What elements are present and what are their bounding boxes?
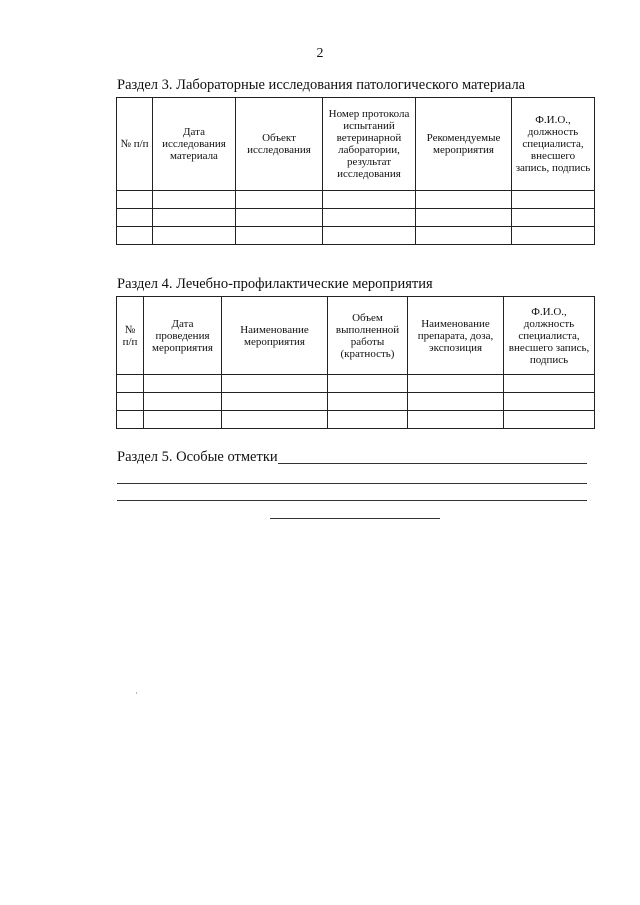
table-cell[interactable] [144,393,222,411]
column-header-recommended: Рекомендуемые мероприятия [416,98,512,191]
table-cell[interactable] [144,375,222,393]
table-cell[interactable] [416,209,512,227]
section3-title: Раздел 3. Лабораторные исследования патологического материала [117,77,526,93]
column-header-protocol: Номер протокола испытаний ветеринарной лаборатории, результат исследования [323,98,416,191]
table-cell[interactable] [153,227,236,245]
table-row [117,375,595,393]
section4-table [116,296,595,429]
table-cell[interactable] [117,411,144,429]
special-notes-line[interactable] [278,463,587,464]
table-cell[interactable] [408,375,504,393]
table-cell[interactable] [504,411,595,429]
column-header-date: Дата проведения мероприятия [144,297,222,375]
special-notes-line[interactable] [117,500,587,501]
column-header-number: № п/п [117,98,153,191]
table-row [117,411,595,429]
table-cell[interactable] [408,393,504,411]
page-number: 2 [316,46,324,61]
table-cell[interactable] [144,411,222,429]
column-header-number: № п/п [117,297,144,375]
table-cell[interactable] [153,191,236,209]
table-cell[interactable] [222,375,328,393]
column-header-volume: Объем выполненной работы (кратность) [328,297,408,375]
scan-speck [136,692,137,694]
table-cell[interactable] [236,227,323,245]
column-header-activity: Наименование мероприятия [222,297,328,375]
table-cell[interactable] [117,393,144,411]
section5-title: Раздел 5. Особые отметки [117,449,278,465]
table-cell[interactable] [328,393,408,411]
table-cell[interactable] [512,209,595,227]
table-cell[interactable] [328,411,408,429]
table-row [117,393,595,411]
table-cell[interactable] [323,227,416,245]
table-cell[interactable] [222,411,328,429]
column-header-drug: Наименование препарата, доза, экспозиция [408,297,504,375]
table-header-row [117,297,595,375]
table-cell[interactable] [512,191,595,209]
table-cell[interactable] [117,191,153,209]
table-cell[interactable] [328,375,408,393]
table-header-row [117,98,595,191]
table-cell[interactable] [323,209,416,227]
closing-separator-line [270,518,440,519]
column-header-specialist: Ф.И.О., должность специалиста, внесшего запись, подпись [512,98,595,191]
table-row [117,227,595,245]
table-cell[interactable] [117,209,153,227]
table-cell[interactable] [117,227,153,245]
special-notes-line[interactable] [117,483,587,484]
table-cell[interactable] [153,209,236,227]
table-cell[interactable] [408,411,504,429]
column-header-date: Дата исследования материала [153,98,236,191]
table-cell[interactable] [504,375,595,393]
section3-table [116,97,595,245]
section4-title: Раздел 4. Лечебно-профилактические мероприятия [117,276,433,292]
table-cell[interactable] [504,393,595,411]
table-cell[interactable] [236,191,323,209]
table-cell[interactable] [222,393,328,411]
table-cell[interactable] [323,191,416,209]
column-header-object: Объект исследования [236,98,323,191]
table-cell[interactable] [512,227,595,245]
table-cell[interactable] [236,209,323,227]
table-row [117,191,595,209]
column-header-specialist: Ф.И.О., должность специалиста, внесшего запись, подпись [504,297,595,375]
table-cell[interactable] [416,227,512,245]
table-cell[interactable] [117,375,144,393]
table-cell[interactable] [416,191,512,209]
table-row [117,209,595,227]
